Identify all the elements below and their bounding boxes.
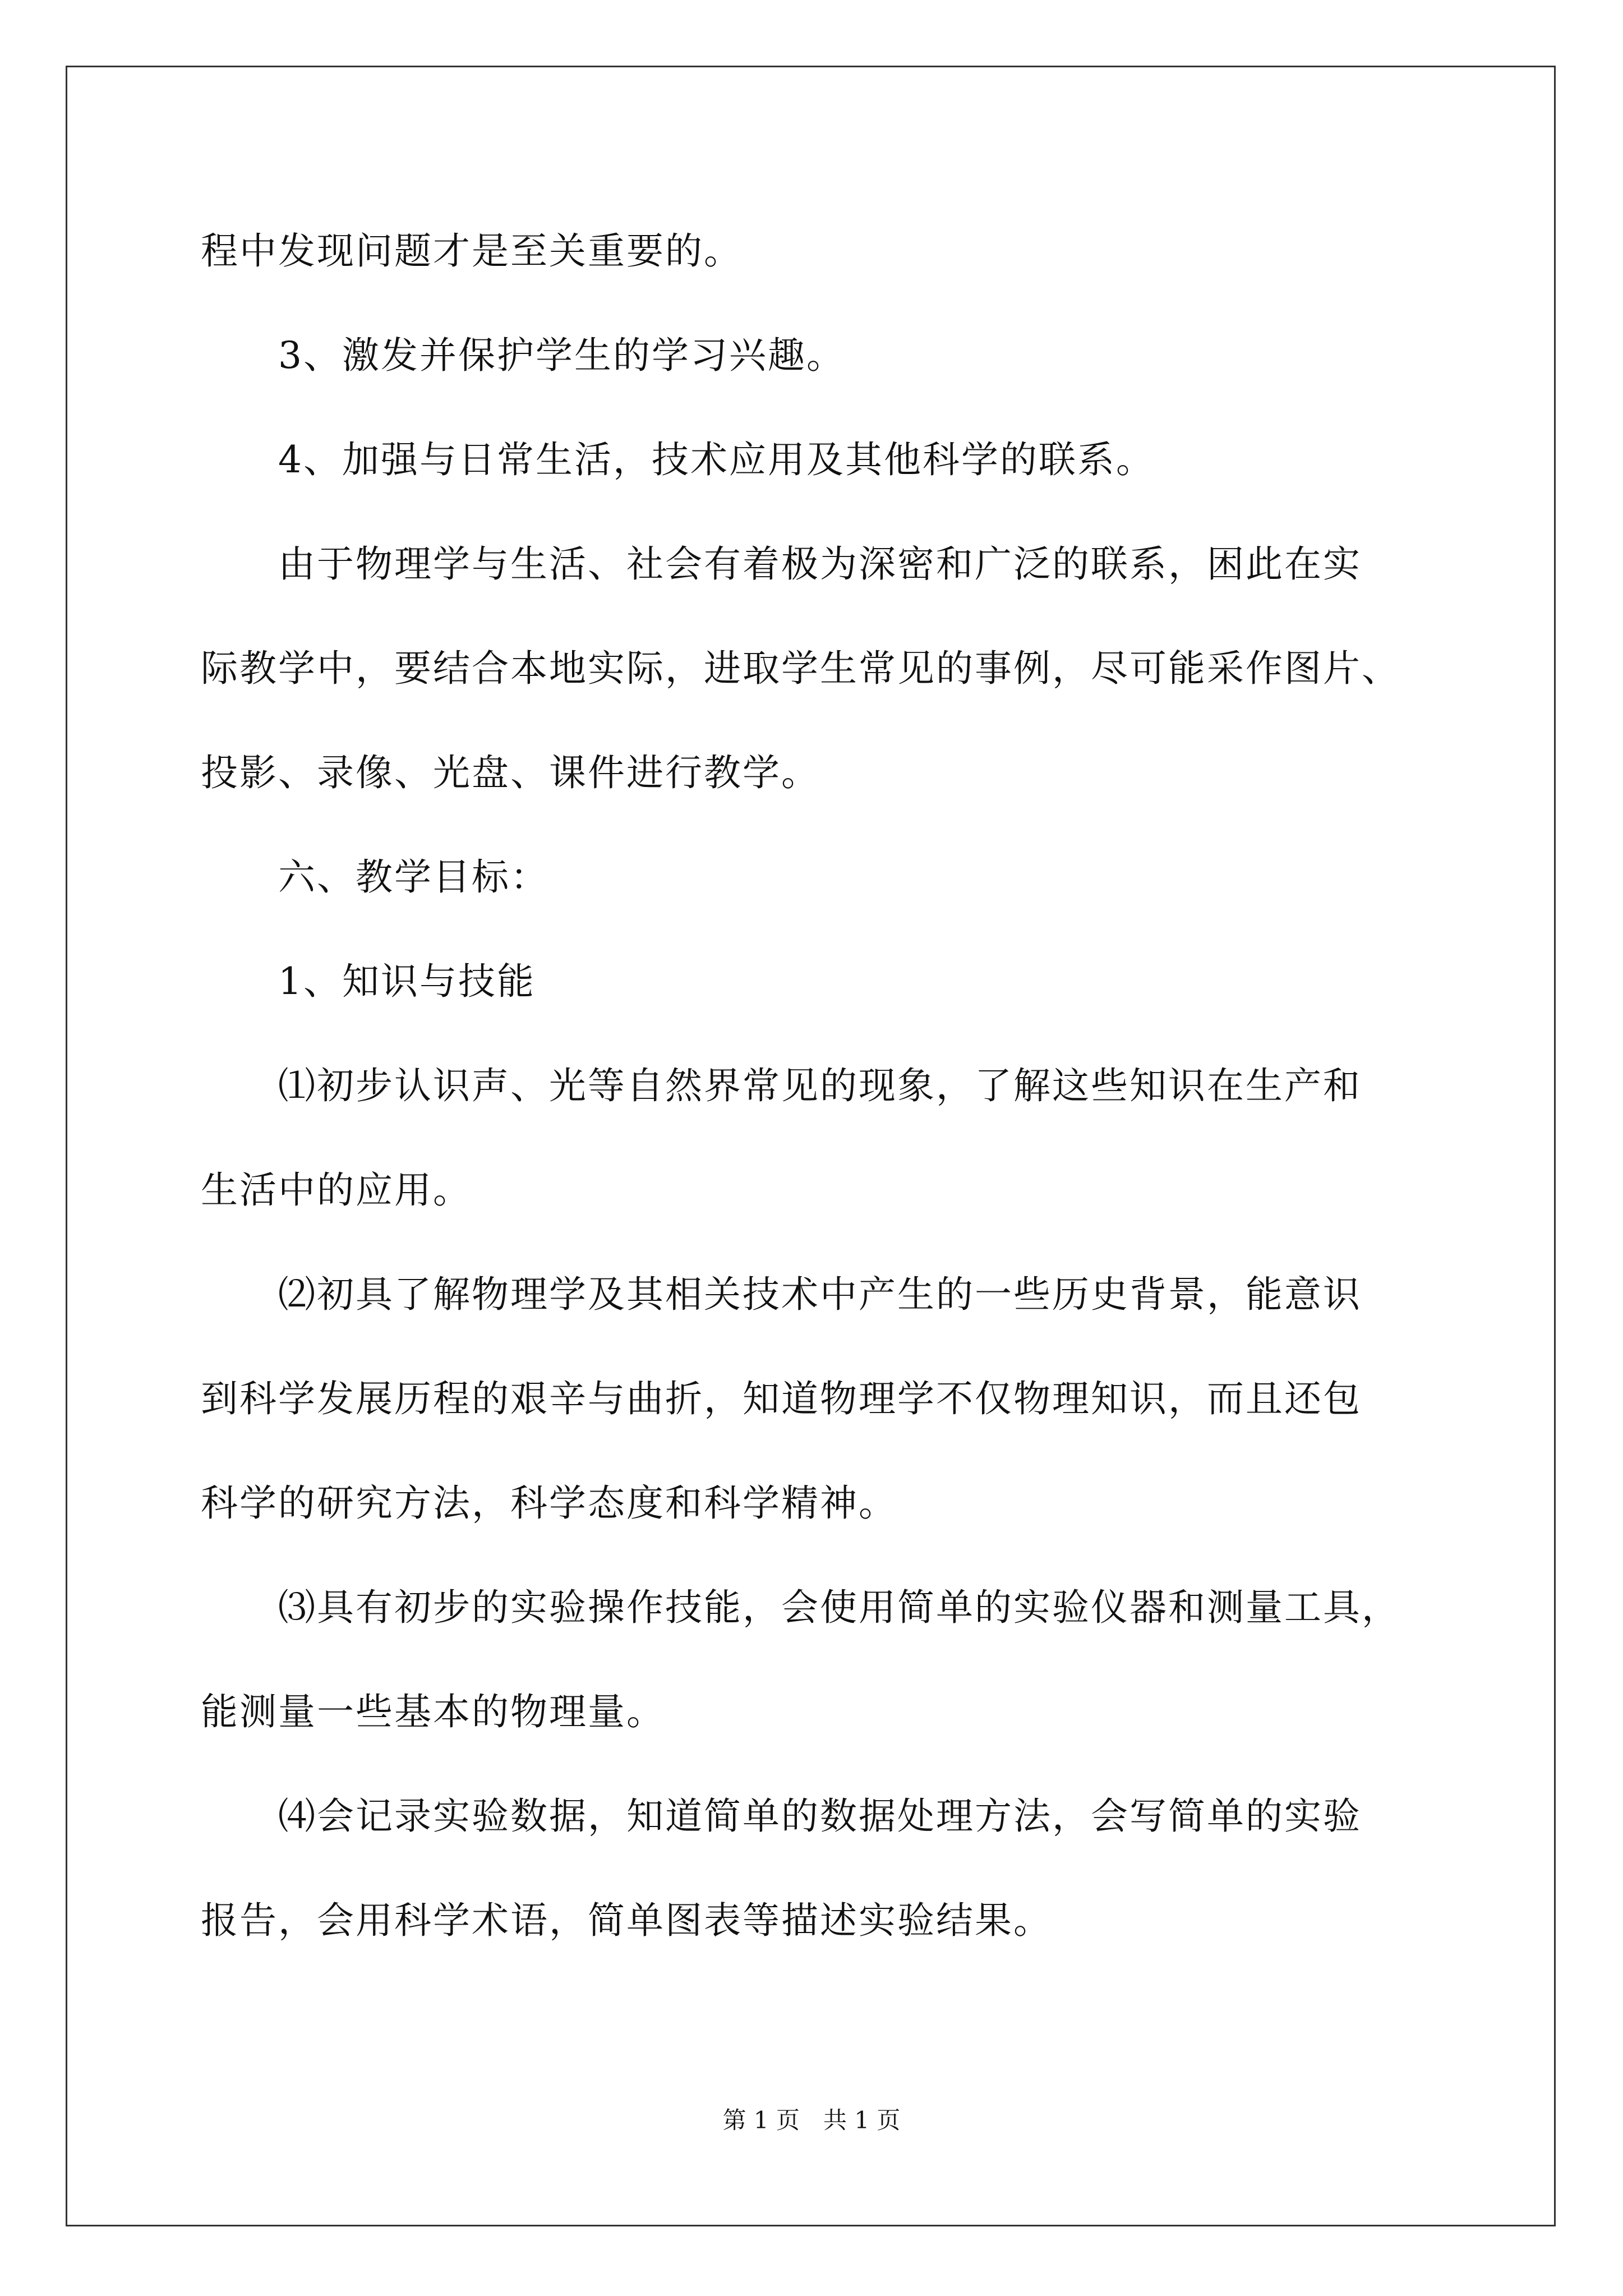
text-line: 六、教学目标： (201, 855, 549, 899)
text-line: 3、激发并保护学生的学习兴趣。 (201, 334, 845, 377)
text-line: ⑶具有初步的实验操作技能，会使用简单的实验仪器和测量工具， (201, 1586, 1400, 1629)
text-line: ⑴初步认识声、光等自然界常见的现象，了解这些知识在生产和 (201, 1064, 1362, 1107)
text-line: 投影、录像、光盘、课件进行教学。 (201, 751, 820, 794)
text-line: ⑵初具了解物理学及其相关技术中产生的一些历史背景，能意识 (201, 1273, 1362, 1316)
text-line: 由于物理学与生活、社会有着极为深密和广泛的联系，困此在实 (201, 542, 1362, 586)
page-number-footer: 第 1 页 共 1 页 (722, 2106, 901, 2134)
text-line: 程中发现问题才是至关重要的。 (201, 229, 743, 273)
text-line: 4、加强与日常生活，技术应用及其他科学的联系。 (201, 438, 1155, 481)
text-line: 际教学中，要结合本地实际，进取学生常见的事例，尽可能采作图片、 (201, 647, 1400, 690)
text-line: 报告，会用科学术语，简单图表等描述实验结果。 (201, 1899, 1052, 1942)
text-line: 1、知识与技能 (201, 960, 536, 1003)
text-line: 生活中的应用。 (201, 1168, 472, 1212)
text-line: 到科学发展历程的艰辛与曲折，知道物理学不仅物理知识，而且还包 (201, 1377, 1362, 1420)
text-line: 能测量一些基本的物理量。 (201, 1690, 665, 1733)
text-line: ⑷会记录实验数据，知道简单的数据处理方法，会写简单的实验 (201, 1795, 1362, 1838)
text-line: 科学的研究方法，科学态度和科学精神。 (201, 1481, 897, 1525)
